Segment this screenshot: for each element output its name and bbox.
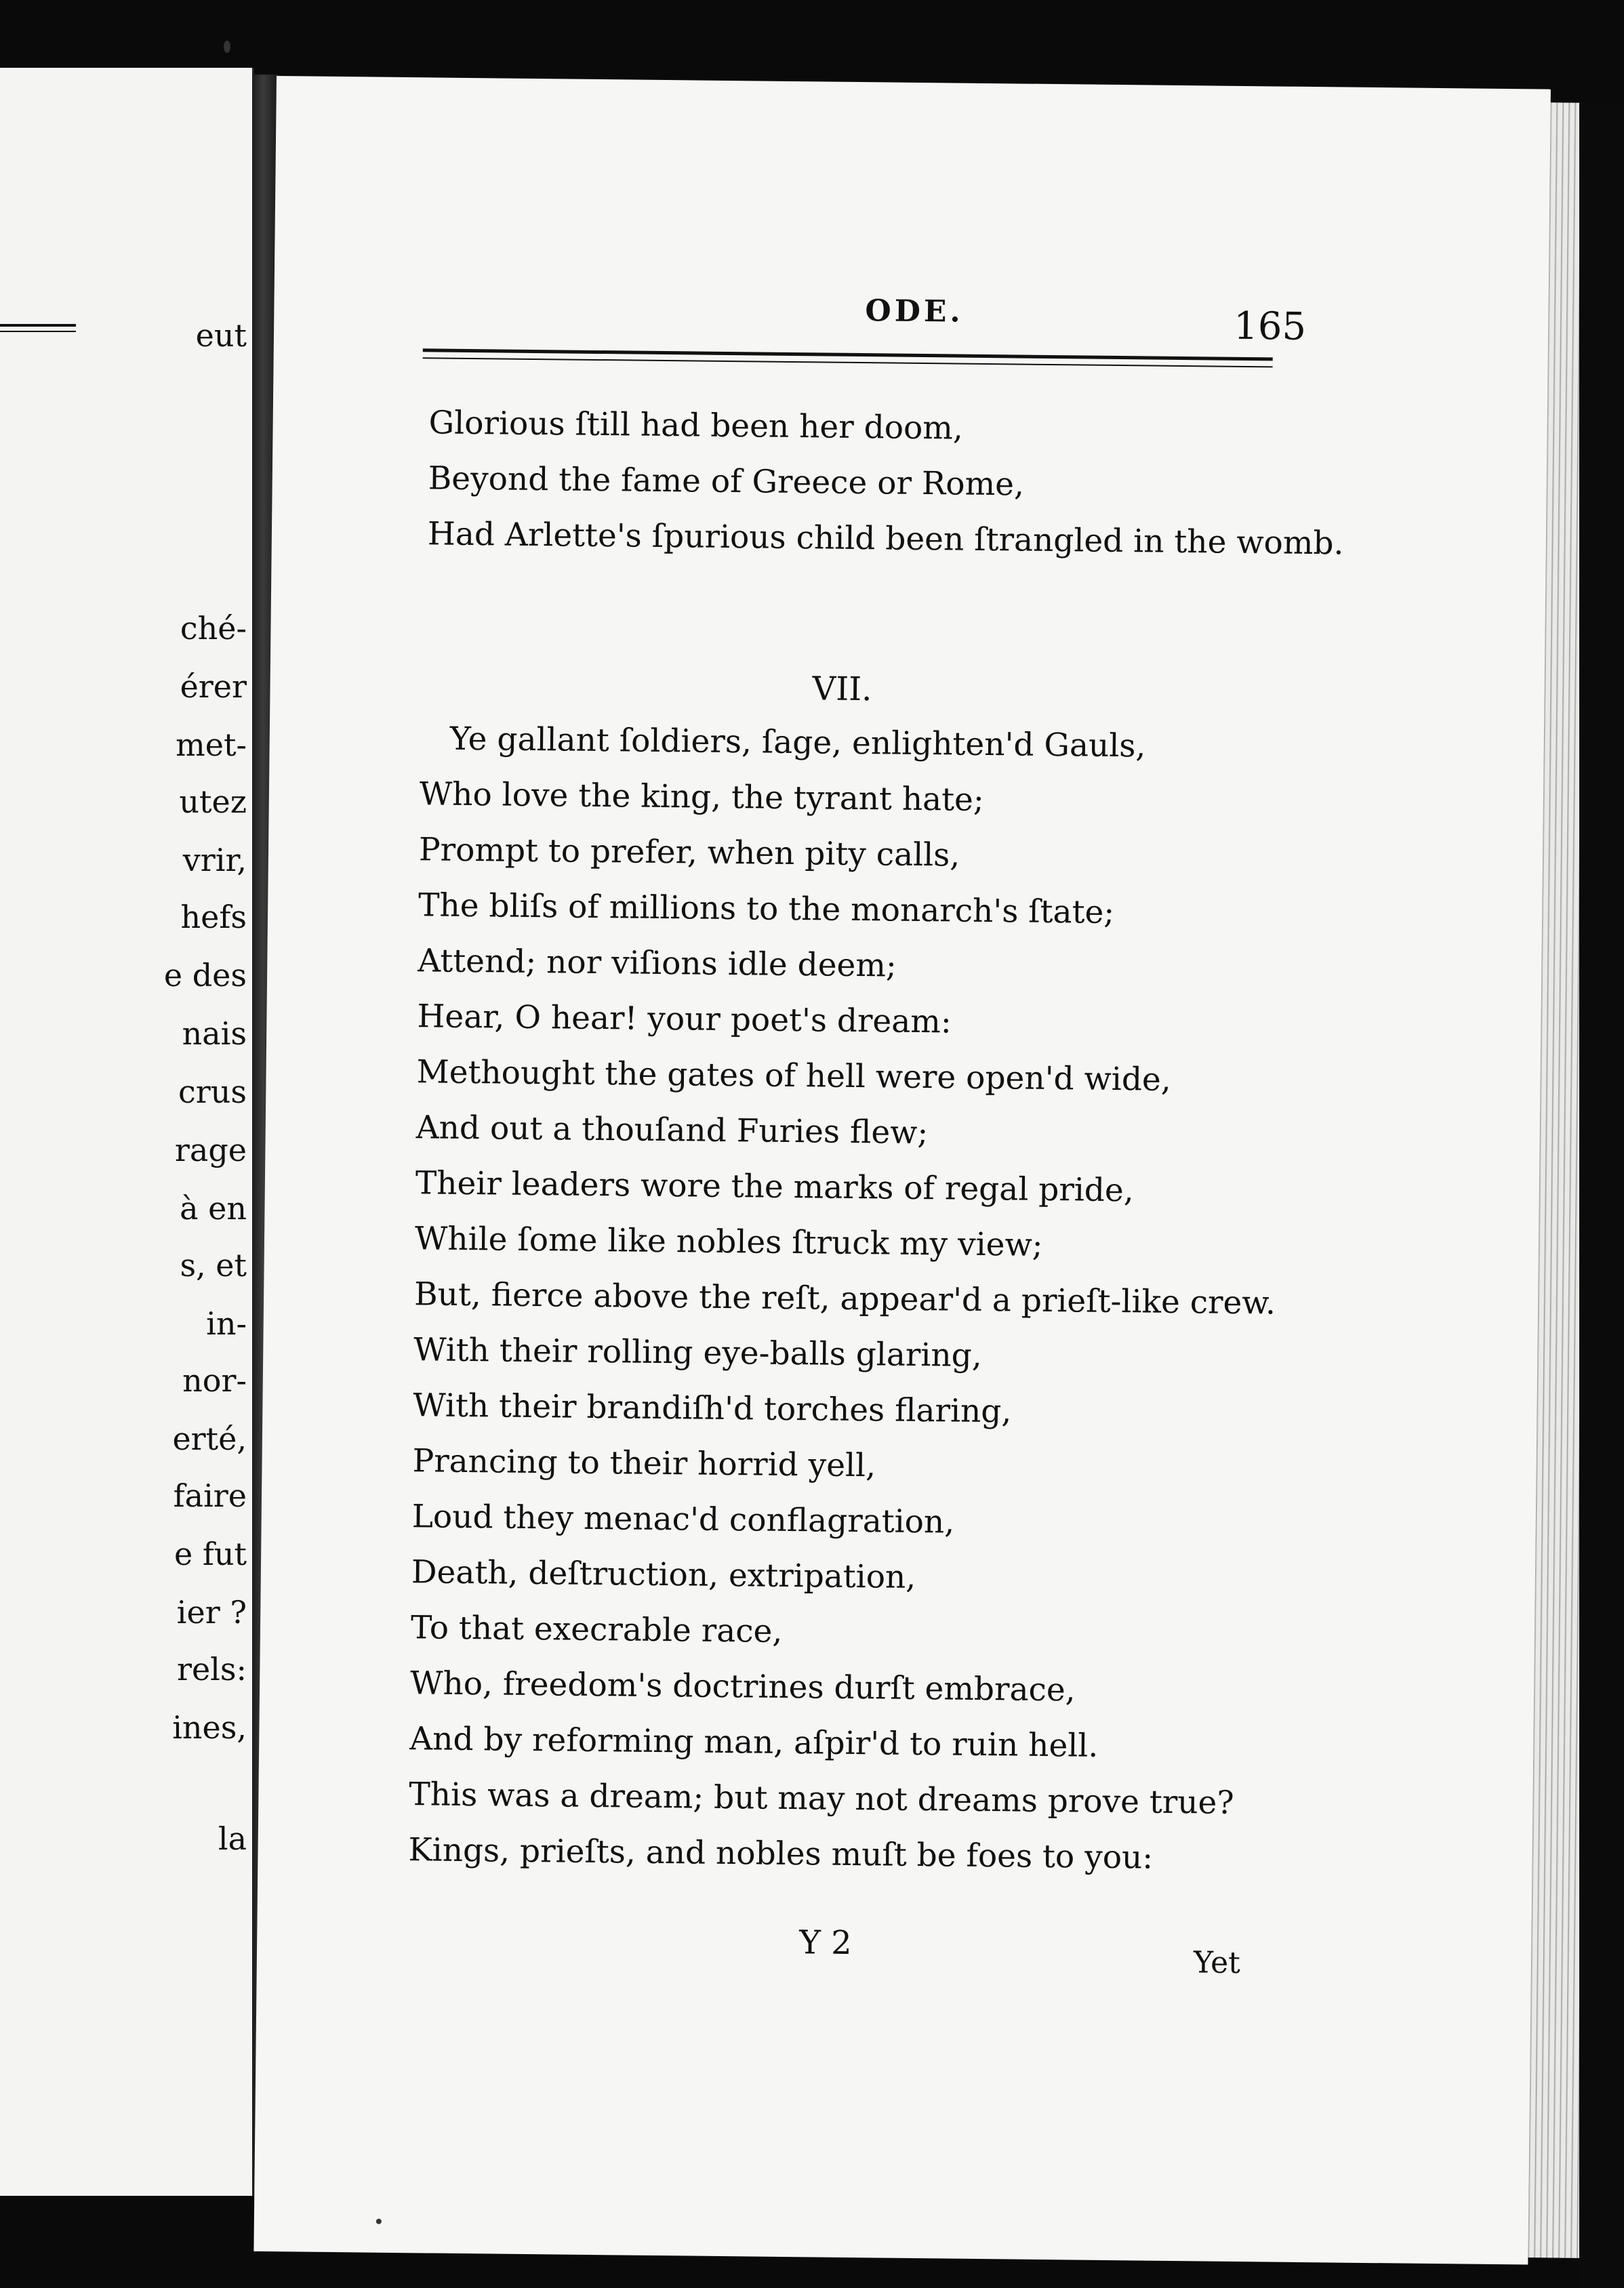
left-page-text-fragments xyxy=(0,68,247,2196)
verse-line: To that execrable race, xyxy=(410,1609,783,1650)
left-page-fragment: s, et xyxy=(180,1247,247,1284)
left-page-fragment: erté, xyxy=(172,1421,247,1457)
verse-line: Glorious ſtill had been her doom, xyxy=(428,404,964,447)
verse-line: And out a thouſand Furies flew; xyxy=(415,1109,929,1152)
section-number: VII. xyxy=(812,670,872,709)
paper-speck xyxy=(376,2219,382,2224)
left-page-fragment: à en xyxy=(180,1190,247,1227)
left-page-fragment: vrir, xyxy=(182,842,247,878)
verse-line: Prancing to their horrid yell, xyxy=(412,1442,876,1485)
facing-page-left xyxy=(0,68,254,2196)
verse-line: Hear, O hear! your poet's dream: xyxy=(417,998,952,1041)
verse-line: Attend; nor viſions idle deem; xyxy=(418,942,897,985)
left-page-fragment: ché- xyxy=(180,610,247,647)
verse-line: Death, deſtruction, extripation, xyxy=(411,1553,916,1596)
catchword: Yet xyxy=(1193,1945,1241,1981)
left-page-fragment: érer xyxy=(180,668,247,705)
left-page-fragment: rels: xyxy=(176,1651,247,1688)
main-page xyxy=(253,76,1551,2265)
left-page-fragment: crus xyxy=(178,1074,247,1110)
verse-line: Methought the gates of hell were open'd wide, xyxy=(416,1053,1171,1099)
header-rule xyxy=(423,348,1273,367)
left-page-fragment: e des xyxy=(163,957,247,994)
left-page-fragment: rage xyxy=(174,1132,247,1168)
left-page-fragment: met- xyxy=(176,727,247,763)
left-page-fragment: ines, xyxy=(172,1709,247,1746)
verse-line: Their leaders wore the marks of regal pride, xyxy=(415,1164,1134,1210)
left-page-fragment: la xyxy=(218,1820,247,1857)
left-page-fragment: faire xyxy=(173,1477,247,1514)
verse-line: Loud they menac'd conflagration, xyxy=(411,1498,955,1541)
left-page-fragment: in- xyxy=(206,1305,247,1342)
verse-line: The bliſs of millions to the monarch's ſtate; xyxy=(418,886,1115,932)
verse-line: Ye gallant ſoldiers, ſage, enlighten'd Gauls, xyxy=(449,720,1146,765)
verse-line: But, fierce above the reſt, appear'd a prieſt-like crew. xyxy=(413,1275,1276,1322)
signature-mark: Y 2 xyxy=(798,1923,852,1963)
running-head: ODE. xyxy=(865,293,965,329)
left-page-fragment: nor- xyxy=(182,1362,247,1399)
verse-line: Beyond the fame of Greece or Rome, xyxy=(428,459,1025,504)
left-page-fragment: e fut xyxy=(174,1536,247,1572)
verse-line: With their brandiſh'd torches flaring, xyxy=(413,1387,1012,1431)
verse-line: Who love the king, the tyrant hate; xyxy=(419,775,985,819)
left-page-fragment: utez xyxy=(179,783,247,820)
scan-speck xyxy=(224,41,230,53)
verse-line: With their rolling eye-balls glaring, xyxy=(413,1331,982,1374)
verse-line: Who, freedom's doctrines durſt embrace, xyxy=(409,1664,1076,1709)
verse-line: Kings, prieſts, and nobles muſt be foes to you: xyxy=(408,1831,1154,1877)
left-page-fragment: ier ? xyxy=(176,1594,247,1631)
verse-line: This was a dream; but may not dreams prove true? xyxy=(409,1776,1234,1822)
page-number: 165 xyxy=(1233,304,1307,349)
left-page-fragment: eut xyxy=(195,317,247,354)
verse-line: While ſome like nobles ſtruck my view; xyxy=(414,1220,1043,1264)
verse-line: And by reforming man, aſpir'd to ruin hell. xyxy=(409,1720,1099,1765)
verse-line: Prompt to prefer, when pity calls, xyxy=(418,831,960,874)
edge-shadow xyxy=(1579,102,1624,2288)
verse-line: Had Arlette's ſpurious child been ſtrangled in the womb. xyxy=(427,515,1344,563)
left-page-fragment: nais xyxy=(182,1015,247,1052)
left-page-fragment: hefs xyxy=(180,899,247,935)
